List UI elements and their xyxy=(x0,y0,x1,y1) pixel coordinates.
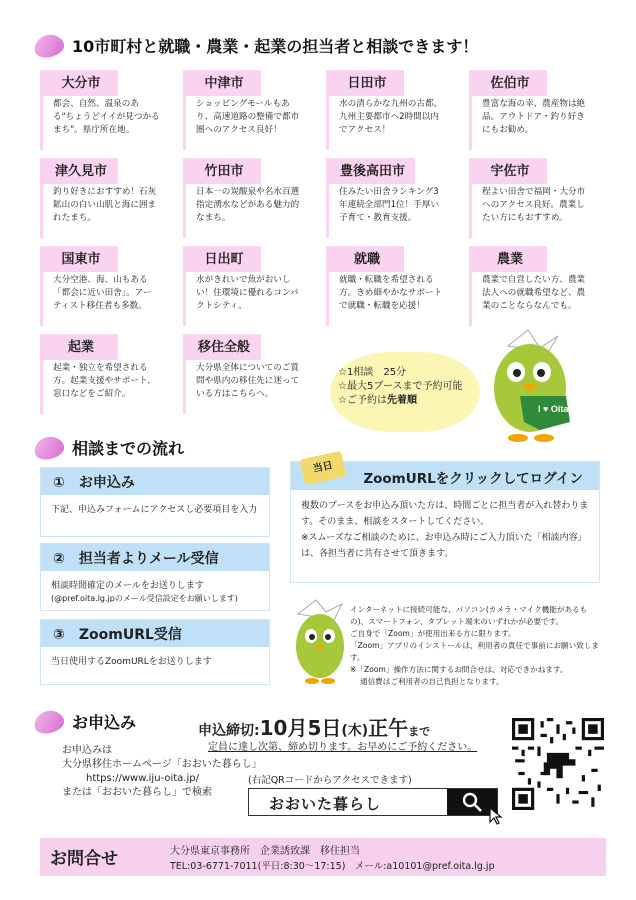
same-day-tag: 当日 xyxy=(300,451,346,485)
pink-blob-icon xyxy=(32,707,67,736)
municipality-desc: ショッピングモールもあり、高速道路の整備で都市圏へのアクセス良好！ xyxy=(183,96,305,150)
bubble-line-3: ☆ご予約は先着順 xyxy=(338,395,417,406)
municipality-card xyxy=(40,246,162,326)
zoom-login-box xyxy=(290,461,600,583)
step-1-body: 下記、申込みフォームにアクセスし必要項目を入力 xyxy=(51,505,258,515)
deadline: 申込締切:10月5日(木)正午まで xyxy=(198,716,431,740)
municipality-desc: 大分空港、海、山もある「都会に近い田舎」。アーティスト移住者も多数。 xyxy=(40,272,162,326)
municipality-desc: 釣り好きにおすすめ！石灰鉱山の白い山肌と海に囲まれたまち。 xyxy=(40,184,162,238)
flow-header xyxy=(34,436,184,459)
bubble-line-2: ☆最大5ブースまで予約可能 xyxy=(338,381,463,392)
qr-code-icon[interactable] xyxy=(512,718,604,810)
municipality-name: 中津市 xyxy=(183,70,261,96)
contact-office: 大分県東京事務所 企業誘致課 移住担当 xyxy=(170,846,360,857)
municipality-desc: 程よい田舎で福岡・大分市へのアクセス良好。農業したい方にもおすすめ。 xyxy=(469,184,591,238)
municipality-desc: 豊富な海の幸、農産物は絶品。アウトドア・釣り好きにもお勧め。 xyxy=(469,96,591,150)
municipality-card xyxy=(40,158,162,238)
municipality-card xyxy=(469,246,591,326)
municipality-card xyxy=(40,70,162,150)
mascot-small-icon xyxy=(290,598,350,686)
contact-label: お問合せ xyxy=(50,849,118,869)
municipality-desc: 住みたい田舎ランキング3年連続全部門1位！手厚い子育て・教育支援。 xyxy=(326,184,448,238)
bubble-line-1: ☆1相談 25分 xyxy=(338,367,407,378)
page-title: 10市町村と就職・農業・起業の担当者と相談できます！ xyxy=(72,37,479,56)
search-input[interactable]: おおいた暮らし xyxy=(269,795,382,813)
flow-step-1 xyxy=(40,467,270,537)
municipality-desc: 大分県全体についてのご質問や県内の移住先に迷っている方はこちらへ。 xyxy=(183,360,305,414)
step-2-body: 相談時間確定のメールをお送りします (@pref.oita.lg.jpのメール受信設定をお願いします) xyxy=(51,581,238,603)
requirements-notes: インターネットに接続可能な、パソコン(カメラ・マイク機能があるもの)、スマートフォン、タブレット端末のいずれかが必要です。 ご自身で「Zoom」が使用出来る方に限ります。 「Zoom」アプリのインストールは、利用者の責任で事前にお願い致します。 ※「Zoom」操作方法に関するお問合せは、対応できかねます。 通信費はご利用者の自己負担となります。 xyxy=(350,605,600,686)
municipality-card xyxy=(183,158,305,238)
zoom-heading: ZoomURLをクリックしてログイン xyxy=(291,462,599,490)
pink-blob-icon xyxy=(32,433,67,462)
zoom-body: 複数のブースをお申込み頂いた方は、時間ごとに担当者が入れ替わります。そのまま、相談をスタートしてください。 ※スムーズなご相談のために、お申込み時にご入力頂いた「相談内容」は、各担当者に共有させて頂きます。 xyxy=(301,501,589,559)
municipality-desc: 就職・転職を希望される方。きめ細やかなサポートで就職・転職を応援！ xyxy=(326,272,448,326)
flow-title: 相談までの流れ xyxy=(72,439,185,458)
info-bubble xyxy=(330,352,480,432)
municipality-card xyxy=(326,70,448,150)
pink-blob-icon xyxy=(32,31,67,60)
municipality-name: 大分市 xyxy=(40,70,118,96)
mascot-icon xyxy=(478,326,588,444)
flow-step-2 xyxy=(40,543,270,611)
municipality-desc: 都会、自然、温泉のある"ちょうどイイが見つかるまち"。県庁所在地。 xyxy=(40,96,162,150)
step-2-heading: ② 担当者よりメール受信 xyxy=(41,544,269,571)
apply-instructions: お申込みは 大分県移住ホームページ「おおいた暮らし」 https://www.iju-oita.jp/ または「おおいた暮らし」で検索 xyxy=(62,745,262,798)
municipality-name: 津久見市 xyxy=(40,158,118,184)
municipality-card xyxy=(469,70,591,150)
municipality-name: 日出町 xyxy=(183,246,261,272)
municipality-name: 就職 xyxy=(326,246,404,272)
municipality-card xyxy=(183,70,305,150)
municipality-name: 起業 xyxy=(40,334,118,360)
municipality-card xyxy=(40,334,162,414)
municipality-name: 宇佐市 xyxy=(469,158,547,184)
municipality-card xyxy=(326,246,448,326)
search-box[interactable] xyxy=(248,788,498,816)
municipality-name: 佐伯市 xyxy=(469,70,547,96)
municipality-desc: 起業・独立を希望される方。起業支援やサポート、窓口などをご紹介。 xyxy=(40,360,162,414)
municipality-desc: 農業で自営したい方、農業法人への就職希望など、農業のことならなんでも。 xyxy=(469,272,591,326)
municipality-name: 国東市 xyxy=(40,246,118,272)
apply-title: お申込み xyxy=(72,713,137,732)
municipality-card xyxy=(326,158,448,238)
homepage-link[interactable]: https://www.iju-oita.jp/ xyxy=(86,773,199,784)
step-3-heading: ③ ZoomURL受信 xyxy=(41,620,269,647)
contact-bar xyxy=(40,838,606,876)
municipality-name: 豊後高田市 xyxy=(326,158,415,184)
mascot-sign-text: I ♥ Oita xyxy=(538,404,569,414)
flow-step-3 xyxy=(40,619,270,685)
municipality-desc: 水の清らかな九州の古都。九州主要都市へ2時間以内でアクセス！ xyxy=(326,96,448,150)
municipality-name: 竹田市 xyxy=(183,158,261,184)
apply-header xyxy=(34,710,136,733)
municipality-name: 農業 xyxy=(469,246,547,272)
search-icon xyxy=(461,791,483,813)
municipality-name: 移住全般 xyxy=(183,334,261,360)
step-3-body: 当日使用するZoomURLをお送りします xyxy=(51,657,212,667)
contact-details: TEL:03-6771-7011(平日:8:30～17:15) メール:a10101@pref.oita.lg.jp xyxy=(170,861,495,872)
step-1-heading: ① お申込み xyxy=(41,468,269,495)
municipality-card xyxy=(469,158,591,238)
municipality-card xyxy=(183,246,305,326)
cursor-icon xyxy=(488,806,504,826)
qr-note: (右記QRコードからアクセスできます) xyxy=(248,775,412,786)
deadline-note: 定員に達し次第、締め切ります。お早めにご予約ください。 xyxy=(208,742,478,753)
municipality-name: 日田市 xyxy=(326,70,404,96)
municipality-desc: 水がきれいで魚がおいしい！住環境に優れるコンパクトシティ。 xyxy=(183,272,305,326)
header xyxy=(34,34,478,57)
municipality-card xyxy=(183,334,305,414)
municipality-desc: 日本一の炭酸泉や名水百選指定湧水などがある魅力的なまち。 xyxy=(183,184,305,238)
